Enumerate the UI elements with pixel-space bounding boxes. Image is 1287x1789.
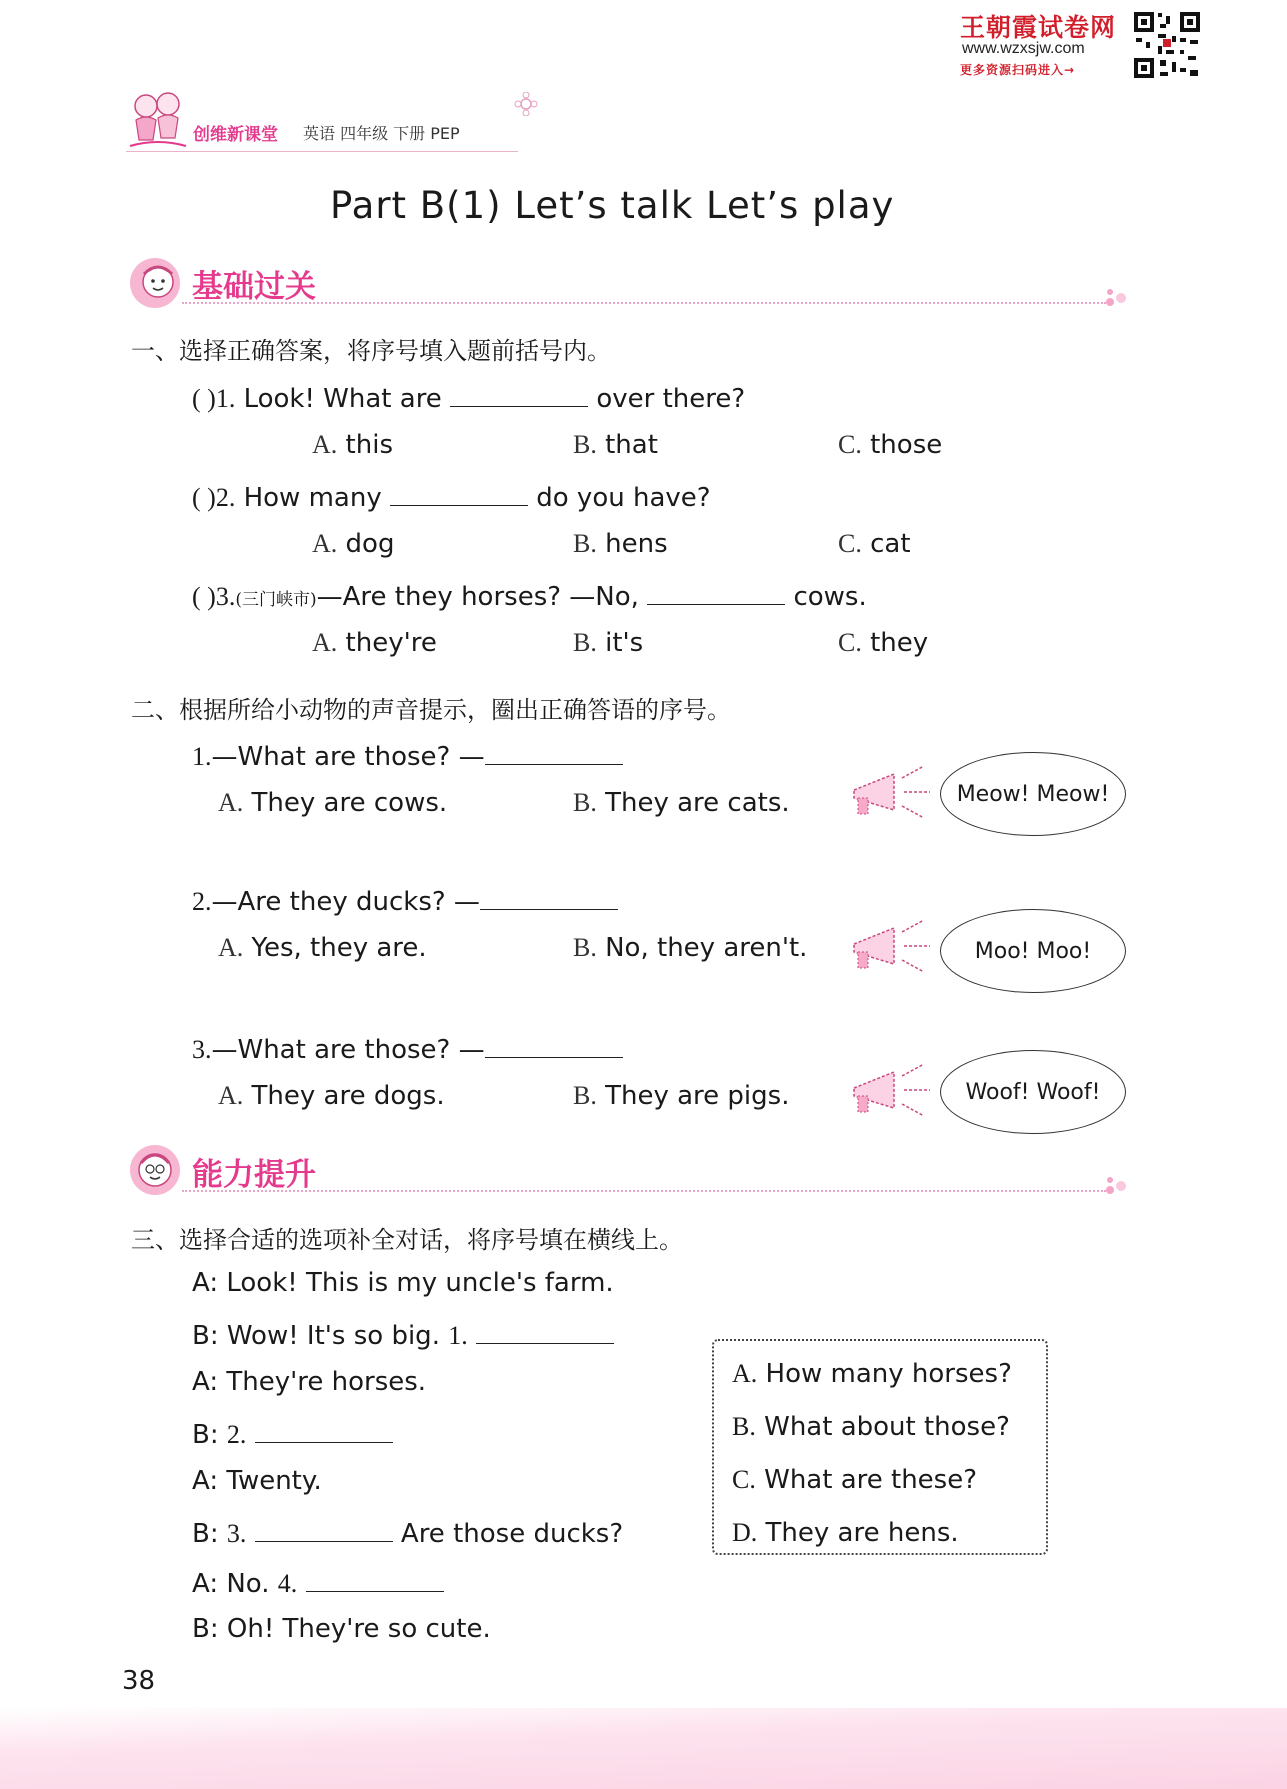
sound-bubble: Meow! Meow! — [940, 752, 1126, 836]
page-title: Part B(1) Let’s talk Let’s play — [330, 184, 895, 227]
option-a[interactable]: A. this — [312, 430, 393, 460]
choices-box — [712, 1339, 1048, 1555]
question-2 — [192, 479, 711, 513]
dialogue-line-7: A: No. 4. — [192, 1565, 444, 1599]
dialogue-line-1: A: Look! This is my uncle's farm. — [192, 1268, 614, 1298]
brand-title: 王朝霞试卷网 — [960, 13, 1117, 42]
answer-blank[interactable] — [390, 479, 528, 506]
option-a[interactable]: A. Yes, they are. — [218, 933, 427, 963]
option-a[interactable]: A. dog — [312, 529, 395, 559]
option-b[interactable]: B. that — [573, 430, 658, 460]
part3-heading: 三、选择合适的选项补全对话，将序号填在横线上。 — [131, 1226, 683, 1254]
sound-bubble: Moo! Moo! — [940, 909, 1126, 993]
question-number: 3. — [215, 582, 236, 611]
section-divider — [182, 1190, 1106, 1192]
option-a[interactable]: A. They are dogs. — [218, 1081, 445, 1111]
sound-bubble: Woof! Woof! — [940, 1050, 1126, 1134]
megaphone-icon — [848, 914, 936, 980]
sound-question-3 — [192, 1031, 623, 1065]
question-number: 1. — [192, 742, 212, 771]
choice-d[interactable]: D. They are hens. — [732, 1518, 959, 1548]
sound-question-2 — [192, 883, 618, 917]
answer-bracket[interactable]: ( ) — [192, 483, 216, 512]
question-text-pre: —Are they horses? —No, — [316, 582, 639, 612]
flower-deco-icon — [514, 92, 538, 116]
answer-blank[interactable] — [450, 380, 588, 407]
megaphone-icon — [848, 760, 936, 826]
question-text: —What are those? — — [211, 1035, 485, 1065]
answer-blank[interactable] — [255, 1515, 393, 1542]
brand-more-text: 更多资源扫码进入→ — [960, 63, 1076, 77]
option-c[interactable]: C. those — [838, 430, 943, 460]
question-number: 2. — [215, 483, 236, 512]
question-text-post: over there? — [596, 384, 746, 414]
question-number: 2. — [192, 887, 212, 916]
option-b[interactable]: B. it's — [573, 628, 644, 658]
dialogue-line-3: A: They're horses. — [192, 1367, 427, 1397]
section-title-advance: 能力提升 — [192, 1157, 316, 1193]
section-title-basic: 基础过关 — [192, 269, 316, 305]
series-name: 创维新课堂 — [193, 125, 278, 145]
brand-url[interactable]: www.wzxsjw.com — [962, 40, 1085, 57]
teacher-avatar-icon — [128, 256, 182, 310]
answer-blank[interactable] — [485, 1031, 623, 1058]
answer-blank[interactable] — [306, 1565, 444, 1592]
question-number: 3. — [192, 1035, 212, 1064]
kids-mascot-icon — [126, 88, 188, 156]
teacher-avatar-icon — [128, 1143, 182, 1197]
source-tag: (三门峡市) — [235, 590, 317, 610]
question-number: 1. — [215, 384, 236, 413]
dialogue-line-6: B: 3. Are those ducks? — [192, 1515, 623, 1549]
qr-code-icon[interactable] — [1132, 10, 1202, 80]
option-a[interactable]: A. They are cows. — [218, 788, 448, 818]
dialogue-line-4: B: 2. — [192, 1416, 393, 1450]
option-b[interactable]: B. hens — [573, 529, 668, 559]
dialogue-line-8: B: Oh! They're so cute. — [192, 1614, 491, 1644]
question-text-pre: How many — [243, 483, 382, 513]
option-c[interactable]: C. cat — [838, 529, 911, 559]
book-info: 英语 四年级 下册 PEP — [303, 124, 460, 143]
option-b[interactable]: B. No, they aren't. — [573, 933, 808, 963]
answer-bracket[interactable]: ( ) — [192, 384, 216, 413]
header-rule — [126, 151, 518, 152]
answer-blank[interactable] — [255, 1416, 393, 1443]
answer-blank[interactable] — [480, 883, 618, 910]
dots-deco-icon — [1104, 288, 1130, 308]
option-a[interactable]: A. they're — [312, 628, 437, 658]
question-3 — [192, 578, 867, 612]
sound-question-1 — [192, 738, 623, 772]
bottom-decor-band — [0, 1708, 1287, 1789]
question-1 — [192, 380, 745, 414]
dialogue-line-5: A: Twenty. — [192, 1466, 322, 1496]
choice-c[interactable]: C. What are these? — [732, 1465, 978, 1495]
part1-heading: 一、选择正确答案，将序号填入题前括号内。 — [131, 337, 611, 365]
choice-a[interactable]: A. How many horses? — [732, 1359, 1012, 1389]
question-text: —What are those? — — [211, 742, 485, 772]
page-number: 38 — [122, 1666, 156, 1696]
question-text: —Are they ducks? — — [211, 887, 480, 917]
option-c[interactable]: C. they — [838, 628, 929, 658]
question-text-pre: Look! What are — [243, 384, 442, 414]
option-b[interactable]: B. They are cats. — [573, 788, 790, 818]
option-b[interactable]: B. They are pigs. — [573, 1081, 790, 1111]
answer-bracket[interactable]: ( ) — [192, 582, 216, 611]
answer-blank[interactable] — [485, 738, 623, 765]
section-divider — [182, 302, 1106, 304]
part2-heading: 二、根据所给小动物的声音提示，圈出正确答语的序号。 — [131, 696, 731, 724]
dialogue-line-2: B: Wow! It's so big. 1. — [192, 1317, 614, 1351]
answer-blank[interactable] — [476, 1317, 614, 1344]
dots-deco-icon — [1104, 1176, 1130, 1196]
megaphone-icon — [848, 1058, 936, 1124]
question-text-post: do you have? — [536, 483, 711, 513]
answer-blank[interactable] — [647, 578, 785, 605]
choice-b[interactable]: B. What about those? — [732, 1412, 1010, 1442]
question-text-post: cows. — [793, 582, 867, 612]
